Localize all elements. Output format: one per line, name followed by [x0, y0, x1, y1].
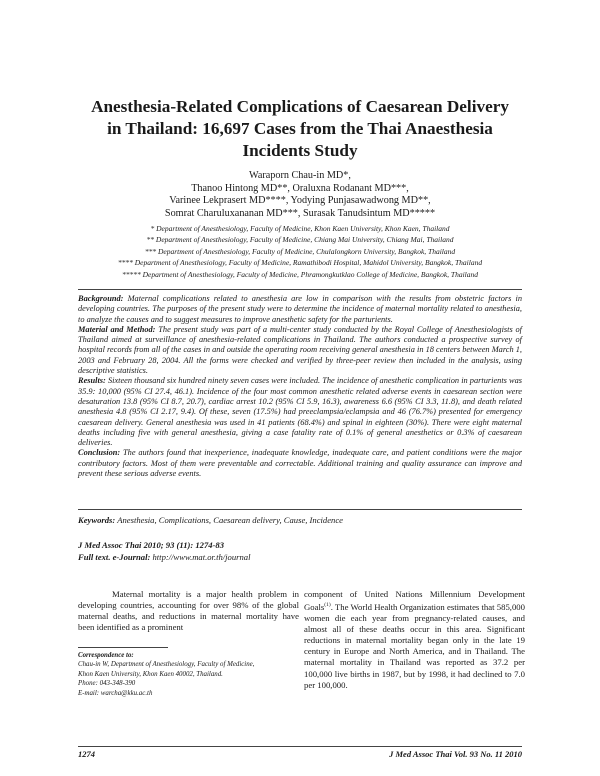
- abstract-top-rule: [78, 289, 522, 290]
- fulltext-label: Full text. e-Journal:: [78, 551, 151, 562]
- methods-text: The present study was part of a multi-center study conducted by the Royal College of Anesthesiologists of Thailand aimed at surveillance of anesthesia-related complications in Thailand. The authors conducted a prospective survey of hospital records from all of the cases in and outside the operating room receiving general anesthesia in 18 centers between March 1, 2003 and February 28, 2004. All the forms were checked and verified by three-peer review then included in the analysis, using descriptive statistics.: [78, 324, 522, 376]
- running-title: J Med Assoc Thai Vol. 93 No. 11 2010: [389, 749, 522, 759]
- abstract: [78, 294, 522, 479]
- footnote-rule: [78, 647, 168, 648]
- correspondence-line: Chau-in W, Department of Anesthesiology, Faculty of Medicine,: [78, 661, 255, 669]
- affiliation: **** Department of Anesthesiology, Faculty of Medicine, Ramathibodi Hospital, Mahidol University, Bangkok, Thailand: [117, 258, 483, 268]
- journal-info: [78, 540, 522, 563]
- abstract-background: [78, 294, 522, 325]
- citation: J Med Assoc Thai 2010; 93 (11): 1274-83: [78, 540, 225, 550]
- correspondence-line: Phone: 043-348-390: [78, 680, 136, 688]
- journal-link[interactable]: http://www.mat.or.th/journal: [152, 551, 251, 562]
- author-line: Somrat Charuluxananan MD***, Surasak Tanudsintum MD*****: [164, 207, 436, 219]
- conclusion-text: The authors found that inexperience, inadequate knowledge, inadequate care, and patient conditions were the major contributory factors. Most of them were preventable and correctable. Additional training and quality assurance can improve and prevent these serious adverse events.: [78, 448, 522, 479]
- footer-rule: [78, 746, 522, 747]
- background-label: Background:: [78, 294, 124, 303]
- methods-label: Material and Method:: [78, 324, 156, 334]
- keywords-text: Anesthesia, Complications, Caesarean delivery, Cause, Incidence: [117, 515, 343, 525]
- affiliation: *** Department of Anesthesiology, Faculty of Medicine, Chulalongkorn University, Bangkok, Thailand: [144, 246, 456, 256]
- author-line: Thanoo Hintong MD**, Oraluxna Rodanant MD***,: [191, 182, 409, 194]
- title-line: Anesthesia-Related Complications of Caesarean Delivery: [91, 97, 509, 116]
- conclusion-label: Conclusion:: [78, 448, 121, 458]
- affiliation: * Department of Anesthesiology, Faculty of Medicine, Khon Kaen University, Khon Kaen, Thailand: [150, 224, 450, 233]
- abstract-results: [78, 376, 522, 448]
- abstract-conclusion: [78, 448, 522, 479]
- keywords: [78, 515, 522, 526]
- abstract-bottom-rule: [78, 509, 522, 510]
- results-text: Sixteen thousand six hundred ninety seven cases were included. The incidence of anesthetic complication in parturients was 35.9: 10,000 (95% CI 27.4, 46.1). Incidence of the four most common anesthetic related adverse events in caesarean section were desaturation 13.8 (95% CI 8.7, 20.7), cardiac arrest 10.2 (95% CI 5.9, 16.3), awareness 6.6 (95% CI 3.3, 11.8), and death related anesthesia 4.8 (95% CI 2.17, 9.4). Of these, seven (17.5%) had preeclampsia/eclampsia and 46 (76.7%) presented for emergency caesarean delivery. General anesthesia was used in 41 patients (68.4%) and spinal in eighteen (30%). There were eight maternal deaths including five with general anesthesia, giving a case fatality rate of 0.1% of general anesthetics or 0.3% of caesarean deliveries.: [78, 376, 522, 448]
- keywords-label: Keywords:: [78, 515, 116, 525]
- correspondence-line: Khon Kaen University, Khon Kaen 40002, Thailand.: [78, 670, 223, 678]
- author-list: [60, 170, 540, 220]
- page-number: 1274: [78, 749, 95, 759]
- author-line: Varinee Lekprasert MD****, Yodying Punjasawadwong MD**,: [169, 195, 431, 207]
- reference-marker: (1): [324, 602, 331, 609]
- title-line: in Thailand: 16,697 Cases from the Thai Anaesthesia: [107, 119, 493, 138]
- affiliation-list: [40, 223, 560, 280]
- title-line: Incidents Study: [242, 141, 358, 160]
- results-label: Results:: [78, 376, 106, 386]
- article-title: [60, 96, 540, 162]
- affiliation: ** Department of Anesthesiology, Faculty of Medicine, Chiang Mai University, Chiang Mai, Thailand: [146, 235, 454, 245]
- correspondence-email: E-mail: warcha@kku.ac.th: [78, 689, 153, 697]
- affiliation: ***** Department of Anesthesiology, Faculty of Medicine, Phramongkutklao College of Medicine, Bangkok, Thailand: [121, 269, 479, 279]
- body-left-column: Maternal mortality is a major health problem in developing countries, accounting for over 98% of the global maternal deaths, and reductions in maternal mortality have been identified as a prominent: [78, 589, 299, 633]
- body-text: . The World Health Organization estimates that 585,000 women die each year from pregnancy-related causes, and almost all of these deaths occur in this area. Significant reductions in maternal mortality began only in the late 19 century in Europe and North America, and in Thailand. The maternal mortality in Thailand was reported as 37.2 per 100,000 live births in 1987, but by 1998, it had declined to 7.0 per 100,000.: [304, 601, 525, 690]
- abstract-methods: [78, 325, 522, 376]
- correspondence-heading: Correspondence to:: [78, 652, 134, 659]
- correspondence: [78, 651, 300, 698]
- body-right-column: [304, 589, 525, 691]
- author-line: Waraporn Chau-in MD*,: [249, 170, 351, 181]
- background-text: Maternal complications related to anesthesia are low in comparison with the results from obstetric factors in developing countries. The purposes of the present study were to determine the incidence of maternal mortality related to anesthesia, to analyze the causes and to suggest measures to improve anesthetic safety for the parturients.: [78, 294, 523, 324]
- body-text: component of United Nations Millennium Development Goals: [304, 589, 525, 612]
